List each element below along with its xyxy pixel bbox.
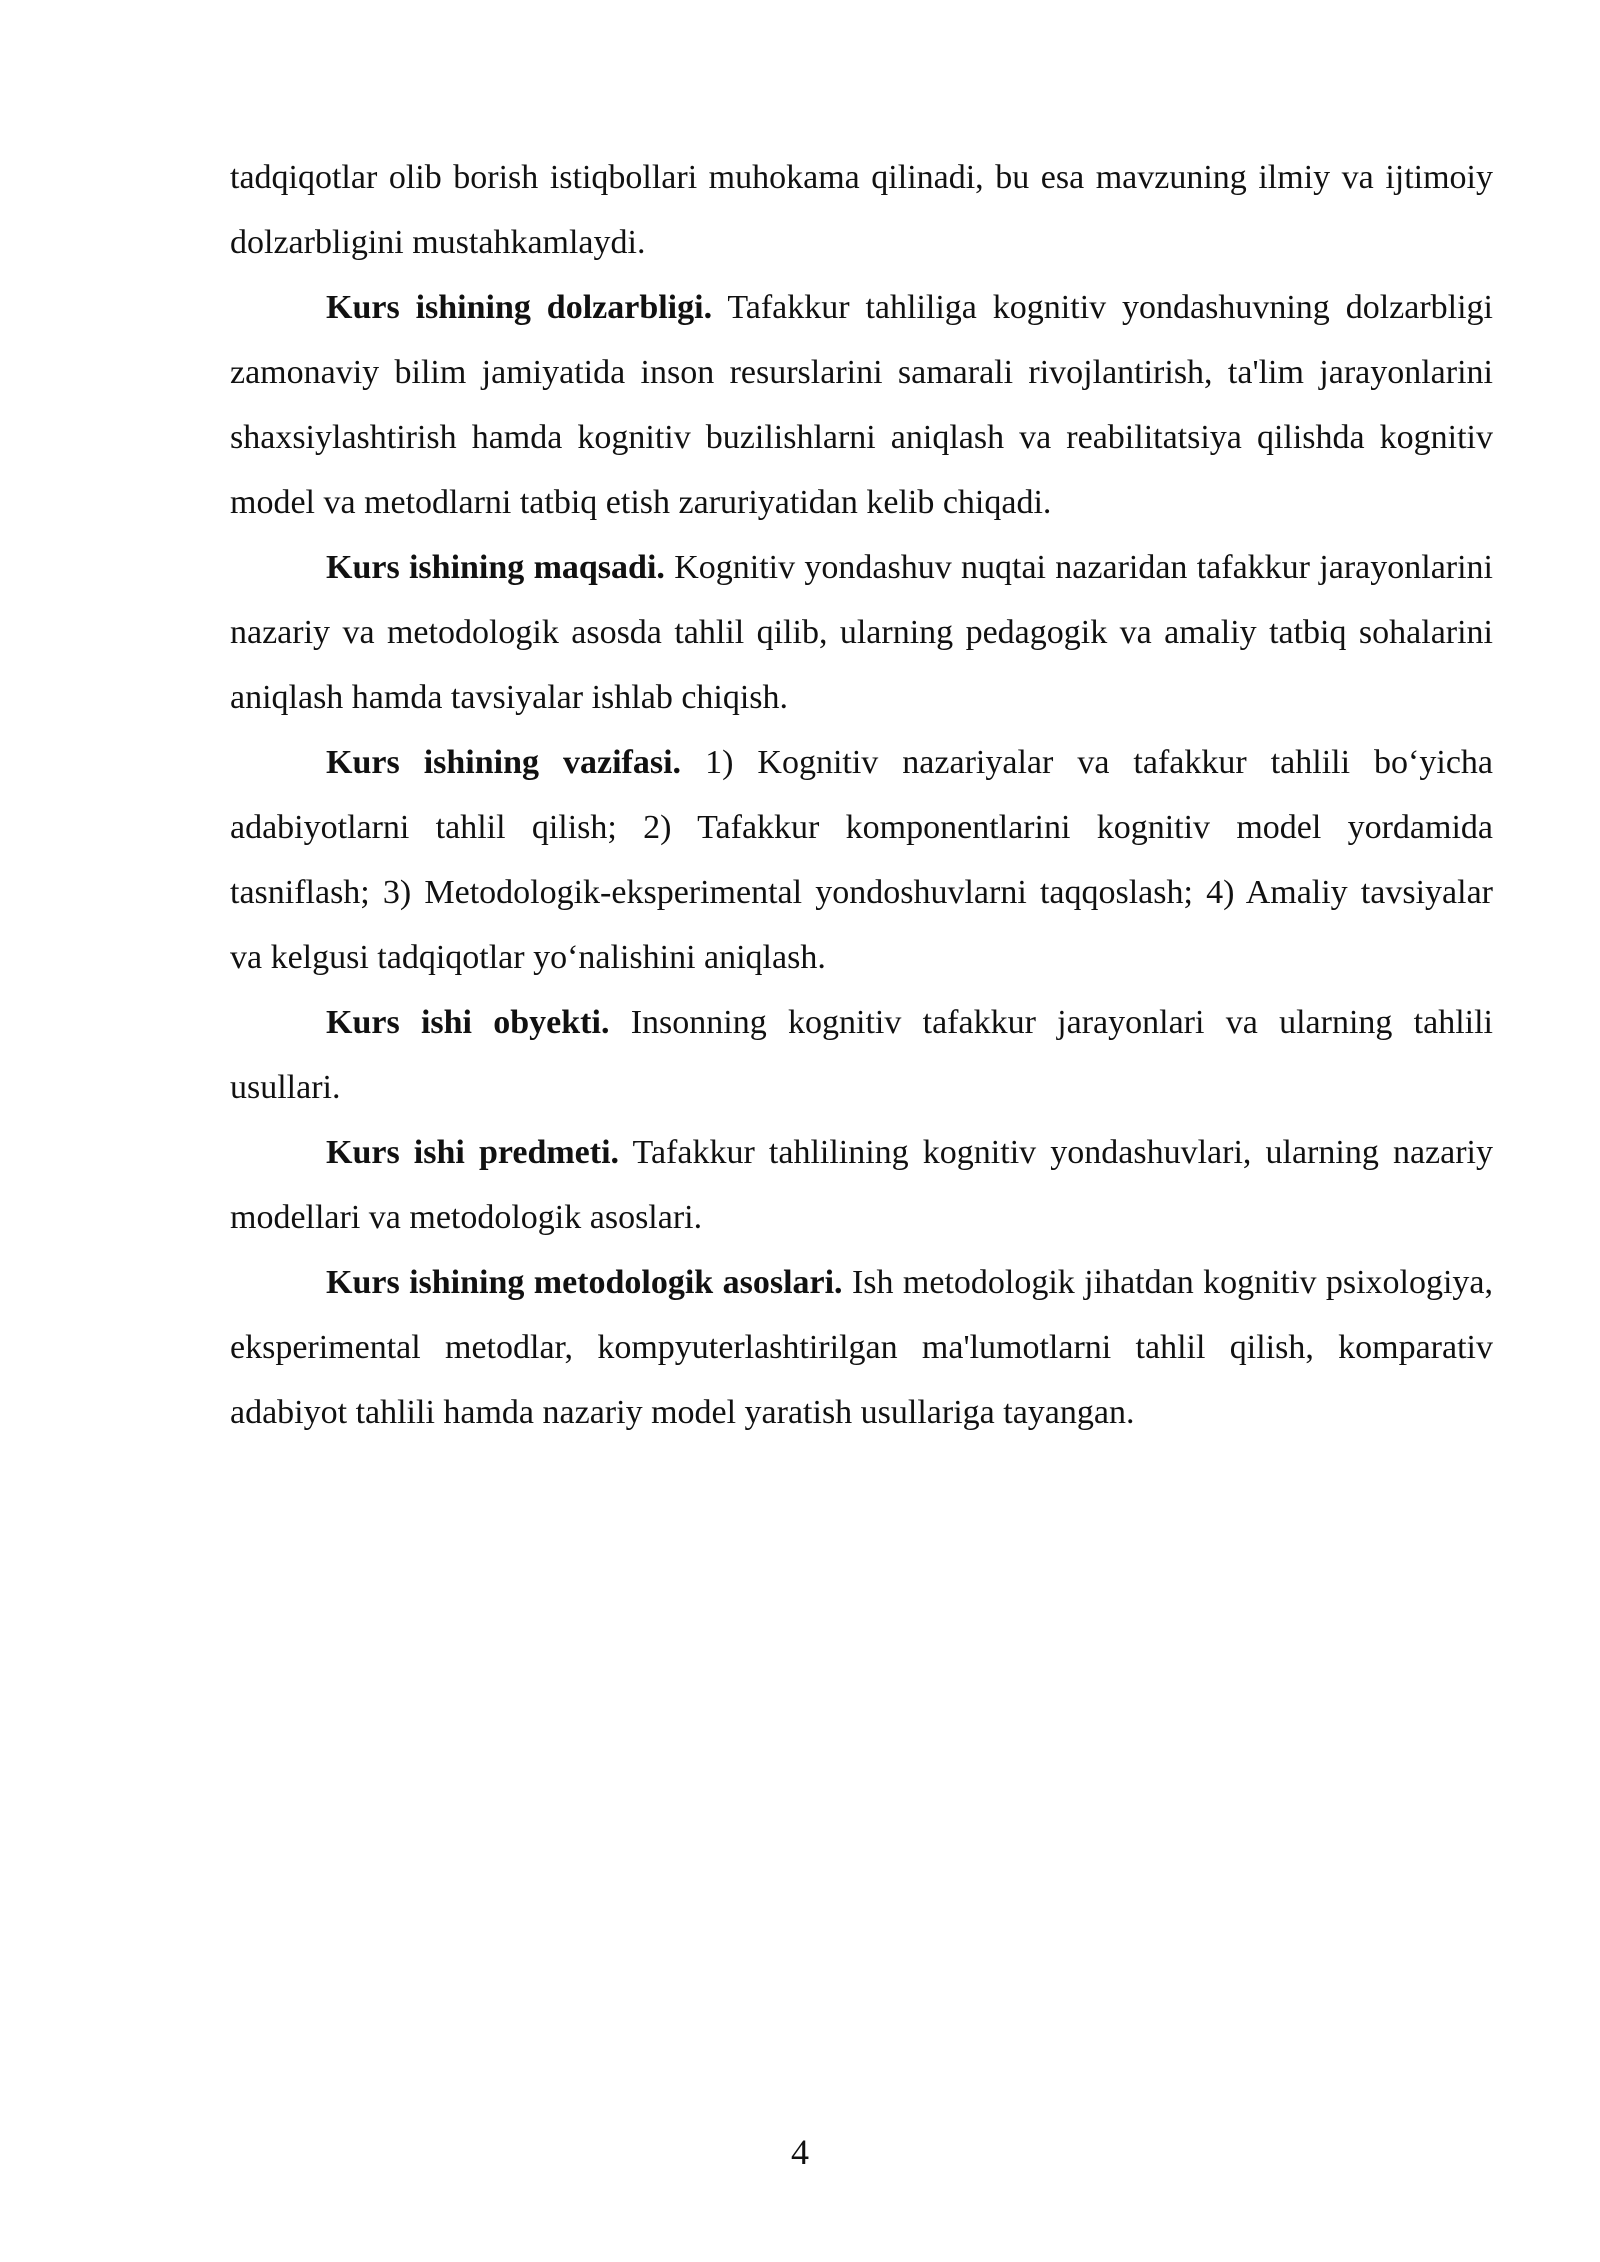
methodology-heading: Kurs ishining metodologik asoslari. <box>326 1264 843 1301</box>
paragraph-continuation <box>230 145 1493 275</box>
methodology-text: Ish metodologik jihatdan kognitiv psixologiya, eksperimental metodlar, kompyuterlashtirilgan ma'lumotlarni tahlil qilish, komparativ adabiyot tahlili hamda nazariy model yaratish usullariga tayangan. <box>230 1264 1493 1431</box>
paragraph-object <box>230 990 1493 1120</box>
tasks-text: 1) Kognitiv nazariyalar va tafakkur tahlili boʻyicha adabiyotlarni tahlil qilish; 2) Tafakkur komponentlarini kognitiv model yordamida tasniflash; 3) Metodologik-eksperimental yondoshuvlarni taqqoslash; 4) Amaliy tavsiyalar va kelgusi tadqiqotlar yoʻnalishini aniqlash. <box>230 744 1493 976</box>
paragraph-relevance <box>230 275 1493 535</box>
paragraph-methodology <box>230 1250 1493 1445</box>
tasks-heading: Kurs ishining vazifasi. <box>326 744 682 781</box>
goal-heading: Kurs ishining maqsadi. <box>326 549 665 586</box>
object-text: Insonning kognitiv tafakkur jarayonlari va ularning tahlili usullari. <box>230 1004 1493 1106</box>
page-body <box>230 145 1493 1445</box>
paragraph-tasks <box>230 730 1493 990</box>
subject-heading: Kurs ishi predmeti. <box>326 1134 620 1171</box>
paragraph-continuation-text: tadqiqotlar olib borish istiqbollari muhokama qilinadi, bu esa mavzuning ilmiy va ijtimoiy dolzarbligini mustahkamlaydi. <box>230 159 1493 261</box>
paragraph-goal <box>230 535 1493 730</box>
paragraph-subject <box>230 1120 1493 1250</box>
object-heading: Kurs ishi obyekti. <box>326 1004 610 1041</box>
page-number: 4 <box>791 2132 809 2172</box>
relevance-heading: Kurs ishining dolzarbligi. <box>326 289 713 326</box>
subject-text: Tafakkur tahlilining kognitiv yondashuvlari, ularning nazariy modellari va metodologik asoslari. <box>230 1134 1493 1236</box>
relevance-text: Tafakkur tahliliga kognitiv yondashuvning dolzarbligi zamonaviy bilim jamiyatida inson resurslarini samarali rivojlantirish, ta'lim jarayonlarini shaxsiylashtirish hamda kognitiv buzilishlarni aniqlash va reabilitatsiya qilishda kognitiv model va metodlarni tatbiq etish zaruriyatidan kelib chiqadi. <box>230 289 1494 521</box>
goal-text: Kognitiv yondashuv nuqtai nazaridan tafakkur jarayonlarini nazariy va metodologik asosda tahlil qilib, ularning pedagogik va amaliy tatbiq sohalarini aniqlash hamda tavsiyalar ishlab chiqish. <box>230 549 1494 716</box>
